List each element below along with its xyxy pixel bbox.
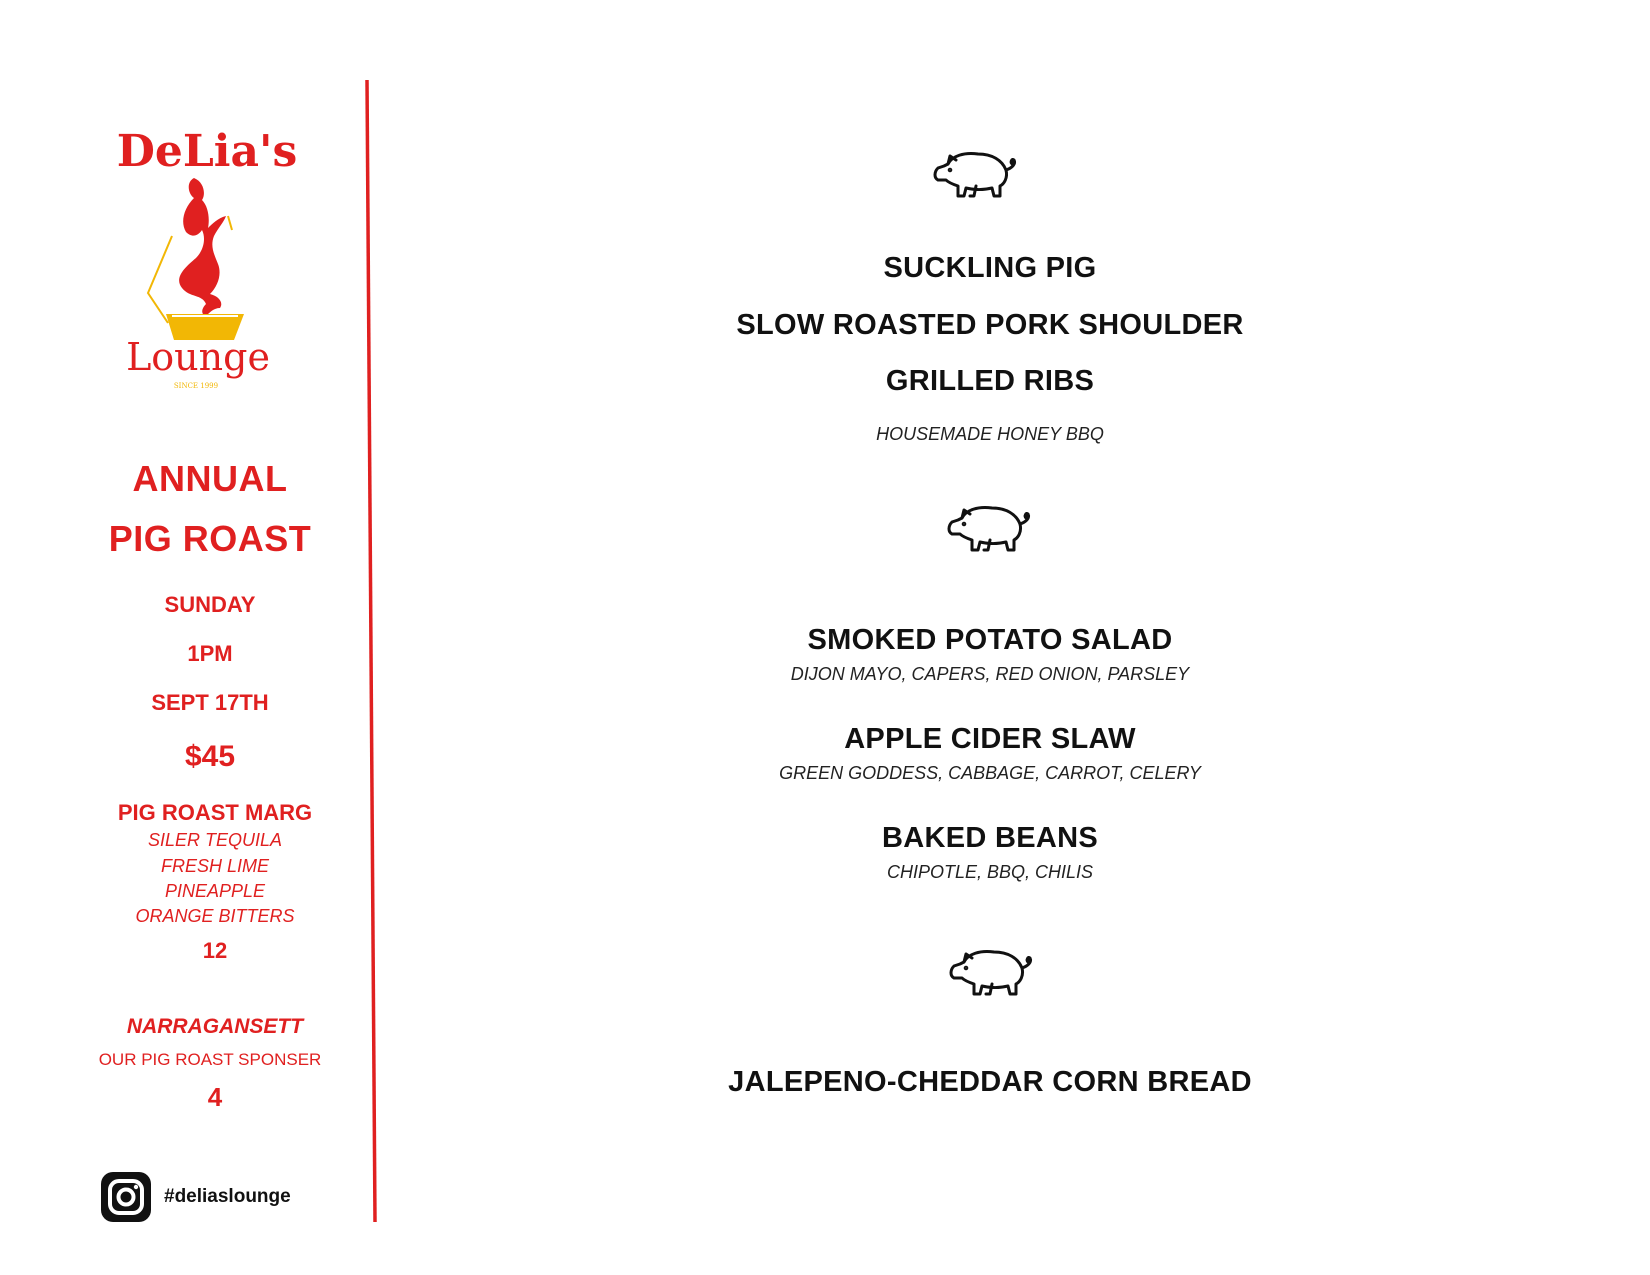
side-dish-name: SMOKED POTATO SALAD <box>807 624 1173 656</box>
event-price: $45 <box>184 740 236 773</box>
main-dish: GRILLED RIBS <box>885 365 1095 397</box>
drink-name: PIG ROAST MARG <box>117 800 313 825</box>
social-hashtag: #deliaslounge <box>164 1186 291 1207</box>
event-date: SEPT 17TH <box>151 690 269 715</box>
bread-item: JALEPENO-CHEDDAR CORN BREAD <box>728 1066 1252 1098</box>
pig-icon <box>946 944 1038 1000</box>
delias-lounge-logo <box>110 118 305 403</box>
drink-ingredient: ORANGE BITTERS <box>135 906 295 926</box>
event-time: 1PM <box>187 641 233 666</box>
drink-ingredient: FRESH LIME <box>160 856 270 876</box>
event-title-line2: PIG ROAST <box>108 518 312 559</box>
main-dish: SLOW ROASTED PORK SHOULDER <box>736 309 1244 341</box>
logo-wordmark-top: DeLia's <box>116 126 298 177</box>
side-dish-desc: GREEN GODDESS, CABBAGE, CARROT, CELERY <box>779 763 1201 783</box>
drink-ingredient: SILER TEQUILA <box>147 830 283 850</box>
main-dish: SUCKLING PIG <box>883 252 1097 284</box>
logo-wordmark-bottom: Lounge <box>126 335 270 379</box>
side-dish-name: APPLE CIDER SLAW <box>844 723 1136 755</box>
event-title-line1: ANNUAL <box>132 458 288 499</box>
logo-since: SINCE 1999 <box>173 382 219 390</box>
drink-ingredient: PINEAPPLE <box>164 881 266 901</box>
beer-price: 4 <box>207 1082 223 1112</box>
instagram-icon <box>101 1172 151 1222</box>
drink-price: 12 <box>202 938 228 963</box>
side-dish-desc: CHIPOTLE, BBQ, CHILIS <box>886 862 1094 882</box>
side-dish-name: BAKED BEANS <box>882 822 1098 854</box>
mains-note: HOUSEMADE HONEY BBQ <box>876 424 1104 444</box>
pig-icon <box>930 146 1022 202</box>
pig-icon <box>944 500 1036 556</box>
beer-name: NARRAGANSETT <box>126 1015 304 1038</box>
side-dish-desc: DIJON MAYO, CAPERS, RED ONION, PARSLEY <box>790 664 1190 684</box>
beer-note: OUR PIG ROAST SPONSER <box>98 1050 322 1069</box>
event-day: SUNDAY <box>164 592 256 617</box>
